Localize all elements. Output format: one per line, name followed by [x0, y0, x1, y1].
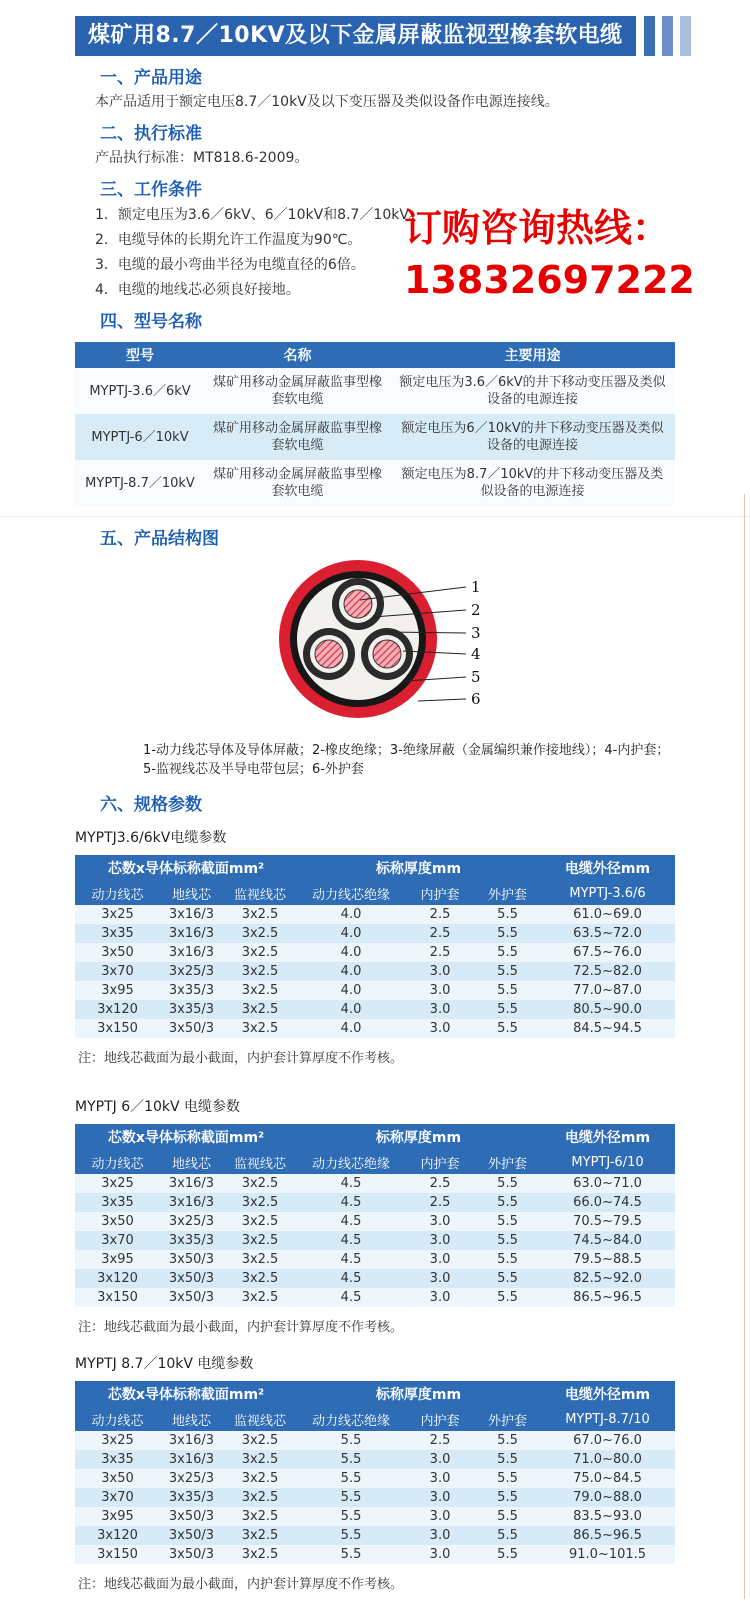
- spec-table-cell: 3x2.5: [223, 1526, 297, 1545]
- spec-table-cell: 4.0: [297, 905, 405, 924]
- condition-item: 2．电缆导体的长期允许工作温度为90℃。: [95, 232, 362, 248]
- deco-bar-dark: [644, 16, 655, 56]
- spec-table-cell: 5.5: [475, 1231, 540, 1250]
- model-table-header-cell: 型号: [75, 342, 205, 368]
- spec-group-header-cell: 标称厚度mm: [297, 1124, 540, 1150]
- spec-table-cell: 3x16/3: [160, 905, 223, 924]
- spec-table-cell: 3x16/3: [160, 1174, 223, 1193]
- spec-table-row: [75, 905, 675, 924]
- spec-table-cell: 5.5: [475, 924, 540, 943]
- spec-table-cell: 3.0: [405, 1507, 475, 1526]
- spec-table-cell: 3x2.5: [223, 905, 297, 924]
- condition-item: 3．电缆的最小弯曲半径为电缆直径的6倍。: [95, 257, 365, 273]
- spec-table-cell: 3x50: [75, 943, 160, 962]
- spec-table-cell: 3x2.5: [223, 1212, 297, 1231]
- model-table-cell: 煤矿用移动金属屏蔽监事型橡套软电缆: [205, 368, 390, 414]
- model-table-cell: 额定电压为6／10kV的井下移动变压器及类似设备的电源连接: [390, 414, 675, 460]
- model-table-cell: 额定电压为8.7／10kV的井下移动变压器及类似设备的电源连接: [390, 460, 675, 506]
- model-table-cell: MYPTJ-8.7／10kV: [75, 460, 205, 506]
- spec-sub-header-cell: 监视线芯: [223, 1150, 297, 1174]
- spec-table-cell: 2.5: [405, 1431, 475, 1450]
- spec-table-row: [75, 1526, 675, 1545]
- spec-table-cell: 5.5: [297, 1507, 405, 1526]
- usage-body: 本产品适用于额定电压8.7／10kV及以下变压器及类似设备作电源连接线。: [95, 94, 559, 110]
- spec-table-cell: 3x50/3: [160, 1019, 223, 1038]
- section-heading-structure: 五、产品结构图: [100, 529, 219, 549]
- spec-table-cell: 3.0: [405, 1488, 475, 1507]
- spec-table-cell: 3x35/3: [160, 1488, 223, 1507]
- section-heading-conditions: 三、工作条件: [100, 180, 202, 200]
- spec-sub-header-cell: 动力线芯绝缘: [297, 1150, 405, 1174]
- callout-4: 4: [471, 645, 481, 663]
- hotline-label: 订购咨询热线：: [404, 206, 671, 250]
- spec-sub-header-cell: MYPTJ-8.7/10: [540, 1407, 675, 1431]
- callout-numbers: [471, 578, 481, 708]
- spec-table-cell: 5.5: [475, 1212, 540, 1231]
- spec-table-cell: 2.5: [405, 924, 475, 943]
- model-table-cell: MYPTJ-6／10kV: [75, 414, 205, 460]
- spec-table-cell: 4.0: [297, 924, 405, 943]
- spec-sub-header-cell: 动力线芯: [75, 881, 160, 905]
- spec-table-cell: 5.5: [297, 1526, 405, 1545]
- spec-table: [75, 1381, 675, 1564]
- spec-table-cell: 3.0: [405, 1545, 475, 1564]
- model-table-header-cell: 主要用途: [390, 342, 675, 368]
- spec-table-cell: 72.5~82.0: [540, 962, 675, 981]
- spec-table-cell: 79.0~88.0: [540, 1488, 675, 1507]
- spec-table-cell: 3x2.5: [223, 1431, 297, 1450]
- spec-sub-header-cell: MYPTJ-3.6/6: [540, 881, 675, 905]
- model-table-header-cell: 名称: [205, 342, 390, 368]
- spec-sub-header-cell: 外护套: [475, 1407, 540, 1431]
- spec-table-cell: 3x2.5: [223, 1469, 297, 1488]
- spec-table-cell: 3x2.5: [223, 1000, 297, 1019]
- spec-table-cell: 5.5: [475, 905, 540, 924]
- spec-sub-header-cell: 内护套: [405, 1407, 475, 1431]
- spec-table-cell: 3x50/3: [160, 1507, 223, 1526]
- spec-table-cell: 3.0: [405, 1450, 475, 1469]
- spec-table-cell: 71.0~80.0: [540, 1450, 675, 1469]
- cable-diagram-svg: [276, 555, 498, 727]
- spec-table-cell: 3x2.5: [223, 1488, 297, 1507]
- spec-table-cell: 5.5: [475, 1269, 540, 1288]
- spec-table-cell: 3x50/3: [160, 1526, 223, 1545]
- spec-sub-header-cell: 监视线芯: [223, 881, 297, 905]
- spec-table-cell: 5.5: [475, 1288, 540, 1307]
- spec-table-cell: 5.5: [475, 1450, 540, 1469]
- model-names-table: [75, 342, 675, 506]
- section-heading-standard: 二、执行标准: [100, 124, 202, 144]
- diagram-caption: [143, 741, 750, 779]
- spec-table-cell: 3x2.5: [223, 1269, 297, 1288]
- spec-table-cell: 3x16/3: [160, 1450, 223, 1469]
- spec-table-cell: 3.0: [405, 1526, 475, 1545]
- spec-table-cell: 3x2.5: [223, 1450, 297, 1469]
- spec-group-header-cell: 芯数x导体标称截面mm²: [75, 1381, 297, 1407]
- spec-table-cell: 79.5~88.5: [540, 1250, 675, 1269]
- spec-table-cell: 3x25: [75, 1431, 160, 1450]
- spec-sub-header-cell: 动力线芯: [75, 1150, 160, 1174]
- page-header: [75, 16, 750, 56]
- spec-table-cell: 5.5: [475, 1469, 540, 1488]
- spec-table-cell: 3x2.5: [223, 1231, 297, 1250]
- spec-table-cell: 5.5: [475, 943, 540, 962]
- spec-sub-header-cell: 内护套: [405, 881, 475, 905]
- spec-table-row: [75, 1231, 675, 1250]
- spec-table-cell: 5.5: [475, 1507, 540, 1526]
- spec-table-cell: 3.0: [405, 1269, 475, 1288]
- power-core: [303, 628, 355, 680]
- page-title: 煤矿用8.7／10KV及以下金属屏蔽监视型橡套软电缆: [75, 16, 636, 56]
- deco-bar-medium: [662, 16, 673, 56]
- spec-table-cell: 3.0: [405, 1000, 475, 1019]
- spec-table-cell: 4.5: [297, 1231, 405, 1250]
- diagram-caption-line2: 5-监视线芯及半导电带包层；6-外护套: [143, 762, 364, 777]
- deco-bar-light: [680, 16, 691, 56]
- spec-table-cell: 5.5: [475, 1000, 540, 1019]
- power-core: [332, 578, 384, 630]
- spec-group-header-cell: 电缆外径mm: [540, 1124, 675, 1150]
- spec-table-cell: 3x150: [75, 1019, 160, 1038]
- spec-table-cell: 2.5: [405, 1174, 475, 1193]
- spec-sub-header-cell: 外护套: [475, 881, 540, 905]
- spec-table-cell: 3x70: [75, 1488, 160, 1507]
- spec-table-cell: 5.5: [475, 1431, 540, 1450]
- spec-table-cell: 5.5: [475, 962, 540, 981]
- spec-table-cell: 3x95: [75, 1507, 160, 1526]
- title-decoration-bars: [644, 16, 698, 56]
- spec-table-cell: 3x16/3: [160, 1193, 223, 1212]
- spec-table-cell: 63.5~72.0: [540, 924, 675, 943]
- spec-table-row: [75, 1019, 675, 1038]
- spec-table-cell: 3.0: [405, 1212, 475, 1231]
- spec-table-cell: 3.0: [405, 981, 475, 1000]
- spec-table-cell: 4.0: [297, 981, 405, 1000]
- spec-table-row: [75, 1174, 675, 1193]
- spec-table-cell: 4.0: [297, 962, 405, 981]
- spec-table-cell: 3x2.5: [223, 1193, 297, 1212]
- spec-sub-header-cell: MYPTJ-6/10: [540, 1150, 675, 1174]
- spec-table-cell: 91.0~101.5: [540, 1545, 675, 1564]
- spec-table-cell: 3x2.5: [223, 962, 297, 981]
- spec-table-cell: 83.5~93.0: [540, 1507, 675, 1526]
- callout-3: 3: [471, 624, 481, 642]
- spec-table-cell: 4.5: [297, 1269, 405, 1288]
- spec-group-header-cell: 标称厚度mm: [297, 855, 540, 881]
- spec-table-cell: 3x35: [75, 1193, 160, 1212]
- spec-table-cell: 3x70: [75, 1231, 160, 1250]
- spec-table-row: [75, 1507, 675, 1526]
- model-table-row: [75, 368, 675, 414]
- spec-sub-header-cell: 动力线芯绝缘: [297, 881, 405, 905]
- spec-table-cell: 3x25/3: [160, 1212, 223, 1231]
- spec-table-cell: 4.5: [297, 1250, 405, 1269]
- spec-table-cell: 4.0: [297, 1000, 405, 1019]
- spec-sub-header-cell: 地线芯: [160, 1407, 223, 1431]
- spec-table-cell: 3x25/3: [160, 1469, 223, 1488]
- spec-group-header-cell: 芯数x导体标称截面mm²: [75, 855, 297, 881]
- model-table-cell: 额定电压为3.6／6kV的井下移动变压器及类似设备的电源连接: [390, 368, 675, 414]
- spec-table-cell: 3x2.5: [223, 1288, 297, 1307]
- spec-table-cell: 5.5: [475, 1250, 540, 1269]
- spec-group-header-cell: 电缆外径mm: [540, 855, 675, 881]
- spec-table-cell: 3x2.5: [223, 1545, 297, 1564]
- spec-group-header-cell: 芯数x导体标称截面mm²: [75, 1124, 297, 1150]
- condition-item: 1．额定电压为3.6／6kV、6／10kV和8.7／10kV。: [95, 207, 423, 223]
- model-table-cell: 煤矿用移动金属屏蔽监事型橡套软电缆: [205, 414, 390, 460]
- callout-5: 5: [471, 668, 481, 686]
- spec-table-cell: 3x2.5: [223, 1507, 297, 1526]
- spec-table-cell: 3x150: [75, 1545, 160, 1564]
- spec-table-cell: 5.5: [297, 1488, 405, 1507]
- spec-table-cell: 5.5: [297, 1431, 405, 1450]
- spec-table-cell: 3x2.5: [223, 924, 297, 943]
- spec-table-cell: 3x95: [75, 1250, 160, 1269]
- spec-table-cell: 3x35: [75, 1450, 160, 1469]
- spec-table-row: [75, 1545, 675, 1564]
- spec-table-cell: 3.0: [405, 1469, 475, 1488]
- spec-table-cell: 3x25: [75, 905, 160, 924]
- section-heading-usage: 一、产品用途: [100, 68, 202, 88]
- spec-table-cell: 3x25/3: [160, 962, 223, 981]
- spec-sub-header-cell: 地线芯: [160, 1150, 223, 1174]
- spec-sub-header-cell: 监视线芯: [223, 1407, 297, 1431]
- spec-table-cell: 3x150: [75, 1288, 160, 1307]
- model-table-cell: MYPTJ-3.6／6kV: [75, 368, 205, 414]
- spec-sub-header-cell: 内护套: [405, 1150, 475, 1174]
- spec-table-cell: 3x35: [75, 924, 160, 943]
- spec-table-cell: 4.5: [297, 1174, 405, 1193]
- spec-table-row: [75, 1000, 675, 1019]
- section-heading-models: 四、型号名称: [100, 312, 202, 332]
- spec-table-note: 注：地线芯截面为最小截面，内护套计算厚度不作考核。: [78, 1320, 404, 1335]
- spec-group-header-cell: 标称厚度mm: [297, 1381, 540, 1407]
- spec-tables-container: [0, 829, 750, 1594]
- spec-table-cell: 5.5: [297, 1450, 405, 1469]
- callout-2: 2: [471, 601, 481, 619]
- spec-table: [75, 855, 675, 1038]
- spec-table-cell: 74.5~84.0: [540, 1231, 675, 1250]
- spec-table-cell: 3x120: [75, 1526, 160, 1545]
- spec-table-cell: 82.5~92.0: [540, 1269, 675, 1288]
- model-table-row: [75, 414, 675, 460]
- spec-table-cell: 3x70: [75, 962, 160, 981]
- spec-table-row: [75, 943, 675, 962]
- spec-table-cell: 70.5~79.5: [540, 1212, 675, 1231]
- spec-table-cell: 5.5: [475, 1019, 540, 1038]
- spec-table-cell: 5.5: [297, 1545, 405, 1564]
- spec-table-cell: 3x16/3: [160, 924, 223, 943]
- spec-table-cell: 77.0~87.0: [540, 981, 675, 1000]
- spec-table-cell: 5.5: [475, 1526, 540, 1545]
- spec-sub-header-cell: 地线芯: [160, 881, 223, 905]
- spec-table-cell: 5.5: [475, 1545, 540, 1564]
- condition-item: 4．电缆的地线芯必须良好接地。: [95, 282, 300, 298]
- model-table-body: [75, 368, 675, 506]
- spec-table-row: [75, 981, 675, 1000]
- spec-table-cell: 3.0: [405, 1019, 475, 1038]
- spec-table-cell: 3x2.5: [223, 1019, 297, 1038]
- spec-table-row: [75, 1269, 675, 1288]
- spec-sub-header-cell: 外护套: [475, 1150, 540, 1174]
- spec-table-cell: 3x50/3: [160, 1269, 223, 1288]
- spec-table-note: 注：地线芯截面为最小截面，内护套计算厚度不作考核。: [78, 1051, 404, 1066]
- spec-table-row: [75, 1488, 675, 1507]
- spec-table-cell: 61.0~69.0: [540, 905, 675, 924]
- spec-table-cell: 84.5~94.5: [540, 1019, 675, 1038]
- spec-table-cell: 3x2.5: [223, 943, 297, 962]
- spec-table-caption: MYPTJ 6／10kV 电缆参数: [75, 1099, 241, 1115]
- spec-table-cell: 75.0~84.5: [540, 1469, 675, 1488]
- spec-table-cell: 3x120: [75, 1269, 160, 1288]
- spec-table-cell: 5.5: [475, 1193, 540, 1212]
- callout-6: 6: [471, 690, 481, 708]
- section-divider: [0, 516, 750, 517]
- spec-table-cell: 5.5: [475, 1174, 540, 1193]
- spec-table-cell: 3x25: [75, 1174, 160, 1193]
- spec-table-cell: 2.5: [405, 905, 475, 924]
- hotline-number: 13832697222: [404, 258, 695, 302]
- callout-1: 1: [471, 578, 481, 596]
- spec-sub-header-cell: 动力线芯绝缘: [297, 1407, 405, 1431]
- spec-table-cell: 86.5~96.5: [540, 1526, 675, 1545]
- spec-table-cell: 4.5: [297, 1212, 405, 1231]
- power-core: [361, 628, 413, 680]
- spec-table-cell: 3.0: [405, 1231, 475, 1250]
- spec-table-row: [75, 1469, 675, 1488]
- spec-table-cell: 3x16/3: [160, 943, 223, 962]
- spec-table-cell: 3x2.5: [223, 1174, 297, 1193]
- spec-table-note: 注：地线芯截面为最小截面，内护套计算厚度不作考核。: [78, 1577, 404, 1592]
- spec-table-caption: MYPTJ 8.7／10kV 电缆参数: [75, 1356, 254, 1372]
- spec-group-header-cell: 电缆外径mm: [540, 1381, 675, 1407]
- hotline-block: [404, 202, 695, 306]
- spec-table-cell: 3x16/3: [160, 1431, 223, 1450]
- spec-table-cell: 3.0: [405, 1250, 475, 1269]
- model-table-cell: 煤矿用移动金属屏蔽监事型橡套软电缆: [205, 460, 390, 506]
- spec-table-cell: 80.5~90.0: [540, 1000, 675, 1019]
- spec-table-cell: 3x50/3: [160, 1545, 223, 1564]
- spec-table-cell: 3x120: [75, 1000, 160, 1019]
- spec-table-cell: 5.5: [297, 1469, 405, 1488]
- spec-table-cell: 67.0~76.0: [540, 1431, 675, 1450]
- spec-table-cell: 63.0~71.0: [540, 1174, 675, 1193]
- spec-table-cell: 3x50: [75, 1212, 160, 1231]
- spec-table-cell: 3.0: [405, 1288, 475, 1307]
- spec-table-cell: 67.5~76.0: [540, 943, 675, 962]
- spec-table-cell: 5.5: [475, 981, 540, 1000]
- spec-sub-header-cell: 动力线芯: [75, 1407, 160, 1431]
- standard-body: 产品执行标准：MT818.6-2009。: [95, 150, 309, 166]
- spec-table-cell: 66.0~74.5: [540, 1193, 675, 1212]
- spec-table-row: [75, 962, 675, 981]
- model-table-row: [75, 460, 675, 506]
- spec-table-cell: 3x50: [75, 1469, 160, 1488]
- spec-table-cell: 4.0: [297, 943, 405, 962]
- spec-table-caption: MYPTJ3.6/6kV电缆参数: [75, 830, 227, 846]
- spec-table-row: [75, 1250, 675, 1269]
- spec-table-cell: 3x2.5: [223, 981, 297, 1000]
- spec-table-cell: 4.5: [297, 1288, 405, 1307]
- spec-table-row: [75, 1288, 675, 1307]
- page-edge-line: [744, 494, 745, 1599]
- spec-table-row: [75, 1431, 675, 1450]
- spec-table-cell: 86.5~96.5: [540, 1288, 675, 1307]
- spec-table-cell: 2.5: [405, 943, 475, 962]
- spec-table-cell: 3x95: [75, 981, 160, 1000]
- spec-table-row: [75, 1450, 675, 1469]
- spec-table-row: [75, 1212, 675, 1231]
- spec-table-cell: 3x35/3: [160, 981, 223, 1000]
- spec-table-cell: 4.5: [297, 1193, 405, 1212]
- spec-table: [75, 1124, 675, 1307]
- model-table-head: [75, 342, 675, 368]
- spec-table-cell: 5.5: [475, 1488, 540, 1507]
- spec-table-cell: 3.0: [405, 962, 475, 981]
- spec-table-cell: 3x35/3: [160, 1000, 223, 1019]
- diagram-caption-line1: 1-动力线芯导体及导体屏蔽；2-橡皮绝缘；3-绝缘屏蔽（金属编织兼作接地线）；4-内护套；: [143, 743, 670, 758]
- spec-table-cell: 3x2.5: [223, 1250, 297, 1269]
- cable-cross-section-diagram: [276, 555, 498, 731]
- spec-table-cell: 4.0: [297, 1019, 405, 1038]
- spec-table-cell: 3x35/3: [160, 1231, 223, 1250]
- spec-table-row: [75, 1193, 675, 1212]
- spec-table-cell: 3x50/3: [160, 1250, 223, 1269]
- section-heading-specs: 六、规格参数: [100, 795, 202, 815]
- spec-table-cell: 2.5: [405, 1193, 475, 1212]
- spec-table-row: [75, 924, 675, 943]
- spec-table-cell: 3x50/3: [160, 1288, 223, 1307]
